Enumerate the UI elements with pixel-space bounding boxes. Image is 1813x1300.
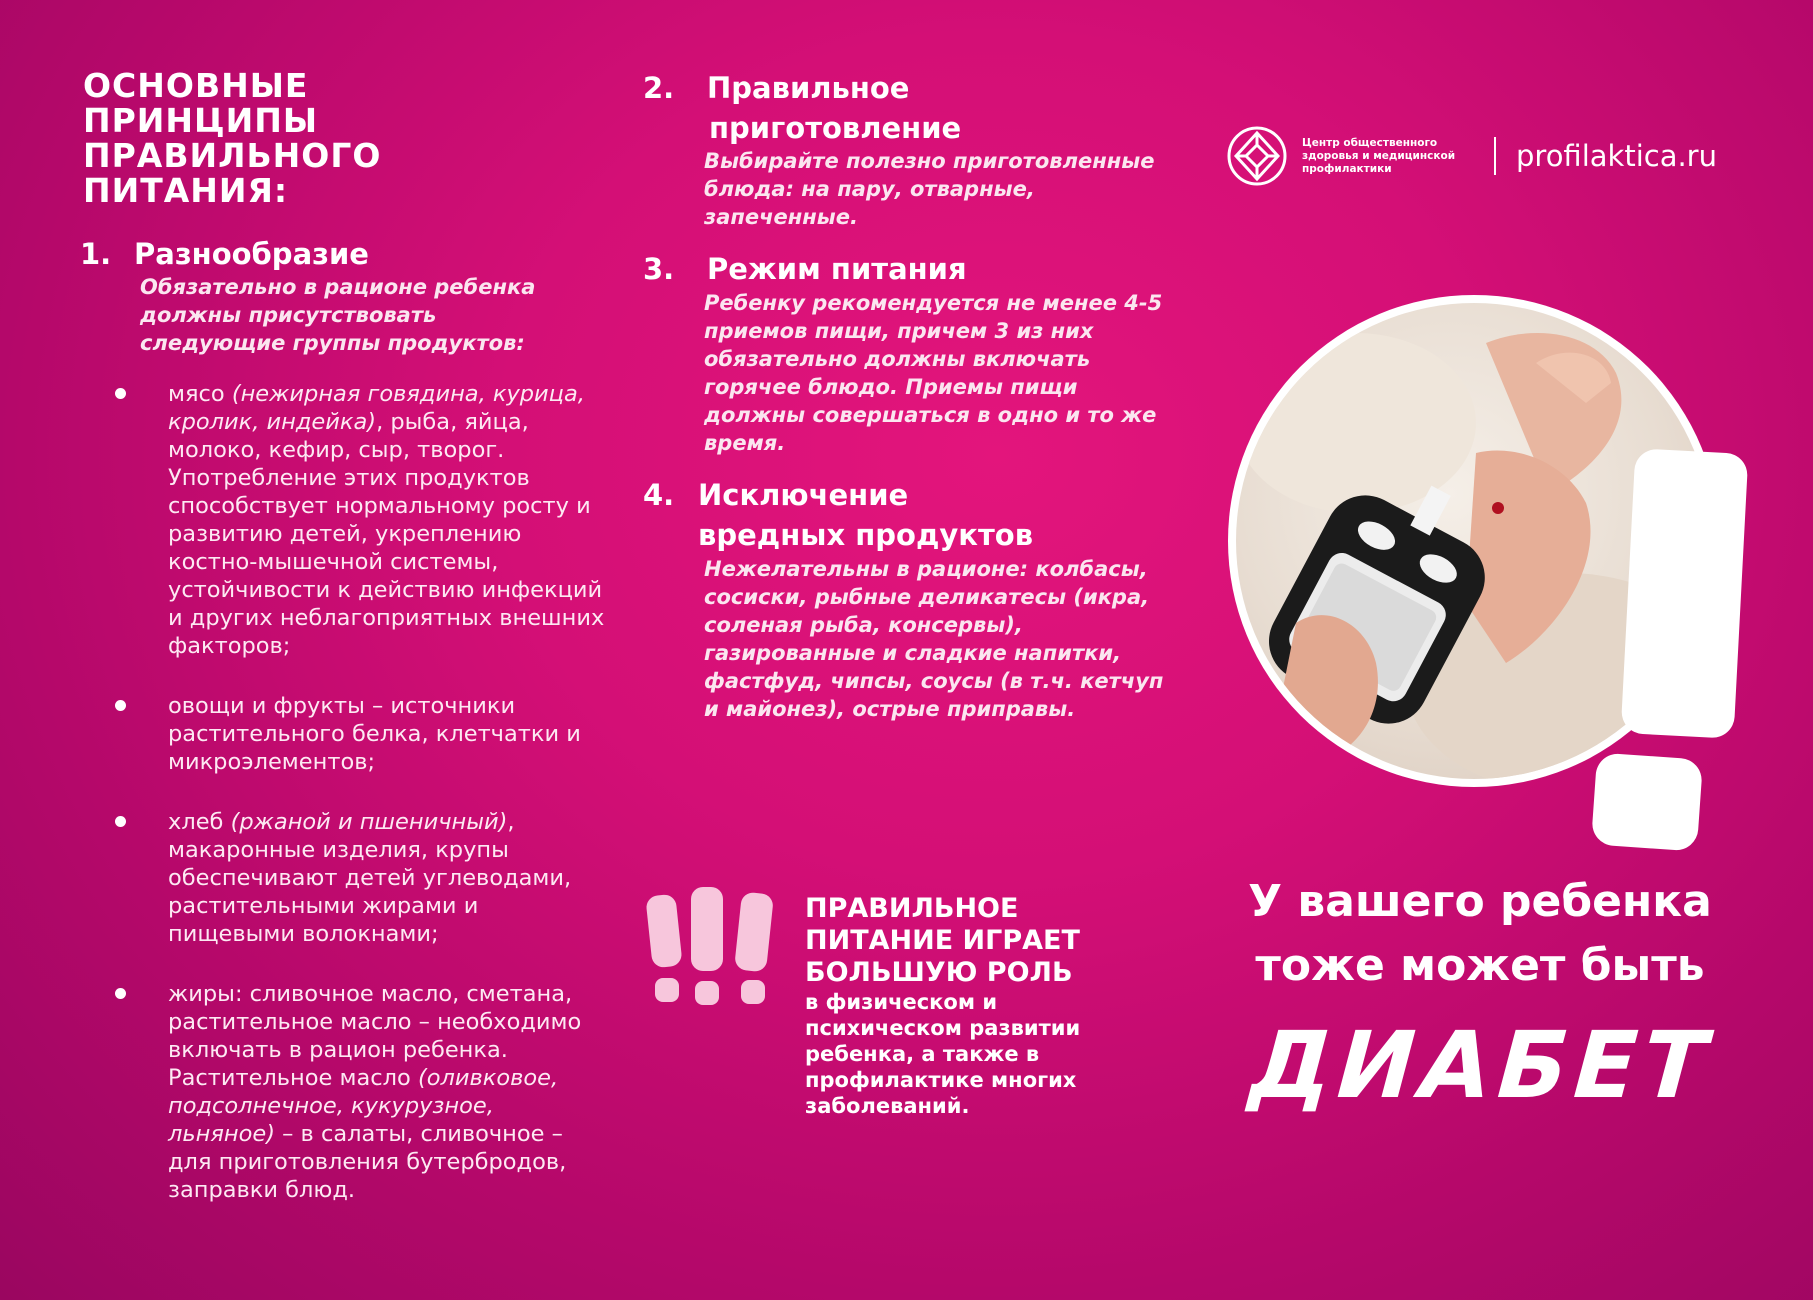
item4-number: 4. xyxy=(643,478,675,512)
exclamation-dot-shape xyxy=(1591,752,1703,851)
item4-text: Нежелательны в рационе: колбасы, сосиски, рыбные деликатесы (икра, соленая рыба, консервы), газированные и сладкие напитки, фастфуд, чипсы, соусы (в т.ч. кетчуп и майонез), острые приправы. xyxy=(704,557,1164,721)
item3-text: Ребенку рекомендуется не менее 4-5 приемов пищи, причем 3 из них обязательно должны включать горячее блюдо. Приемы пищи должны совершаться в одно и то же время. xyxy=(704,291,1163,455)
item2-heading: 2. Правильное приготовление xyxy=(643,68,961,148)
item1-heading xyxy=(80,234,369,274)
exclamation-marks-icon xyxy=(645,885,780,1010)
callout-heading: ПРАВИЛЬНОЕ ПИТАНИЕ ИГРАЕТ БОЛЬШУЮ РОЛЬ xyxy=(805,893,1080,988)
logo-text: Центр общественного здоровья и медицинской профилактики xyxy=(1302,136,1456,175)
bullet-icon xyxy=(115,988,126,999)
bullet-icon xyxy=(115,388,126,399)
item3-heading: 3. Режим питания xyxy=(643,249,967,289)
diabetes-title: ДИАБЕТ xyxy=(1246,1012,1716,1119)
divider xyxy=(1494,137,1496,175)
item1-number: 1. xyxy=(80,237,112,271)
item1-title: Разнообразие xyxy=(134,237,369,271)
website-link[interactable]: profilaktica.ru xyxy=(1516,139,1717,173)
list-item: мясо (нежирная говядина, курица, кролик, индейка), рыба, яйца, молоко, кефир, сыр, творог. Употребление этих продуктов способствует нормальному росту и развитию детей, укреплению костно-мышечной системы, устойчивости к действию инфекций и других неблагоприятных внешних факторов; xyxy=(115,380,605,660)
product-list xyxy=(115,380,605,1236)
item2-text: Выбирайте полезно приготовленные блюда: на пару, отварные, запеченные. xyxy=(704,149,1155,229)
item2-number: 2. xyxy=(643,71,675,105)
bullet-icon xyxy=(115,700,126,711)
callout-text: в физическом и психическом развитии ребенка, а также в профилактике многих заболеваний. xyxy=(805,990,1081,1118)
bullet-icon xyxy=(115,816,126,827)
list-item: овощи и фрукты – источники растительного белка, клетчатки и микроэлементов; xyxy=(115,692,605,776)
exclamation-bar-shape xyxy=(1621,448,1749,739)
organization-logo-icon xyxy=(1226,125,1288,187)
callout xyxy=(805,893,1105,1119)
item1-text: Обязательно в рационе ребенка должны присутствовать следующие группы продуктов: xyxy=(140,275,536,355)
item3-number: 3. xyxy=(643,252,675,286)
item4-heading: 4. Исключение вредных продуктов xyxy=(643,475,1033,555)
list-item: жиры: сливочное масло, сметана, растительное масло – необходимо включать в рацион ребенка. Растительное масло (оливковое, подсолнечное, кукурузное, льняное) – в салаты, сливочное – для приготовления бутербродов, заправки блюд. xyxy=(115,980,605,1204)
main-heading: ОСНОВНЫЕ ПРИНЦИПЫ ПРАВИЛЬНОГО ПИТАНИЯ: xyxy=(83,66,382,210)
header-logo xyxy=(1226,125,1717,187)
list-item: хлеб (ржаной и пшеничный), макаронные изделия, крупы обеспечивают детей углеводами, растительными жирами и пищевыми волокнами; xyxy=(115,808,605,948)
tagline: У вашего ребенка тоже может быть xyxy=(1248,876,1712,991)
